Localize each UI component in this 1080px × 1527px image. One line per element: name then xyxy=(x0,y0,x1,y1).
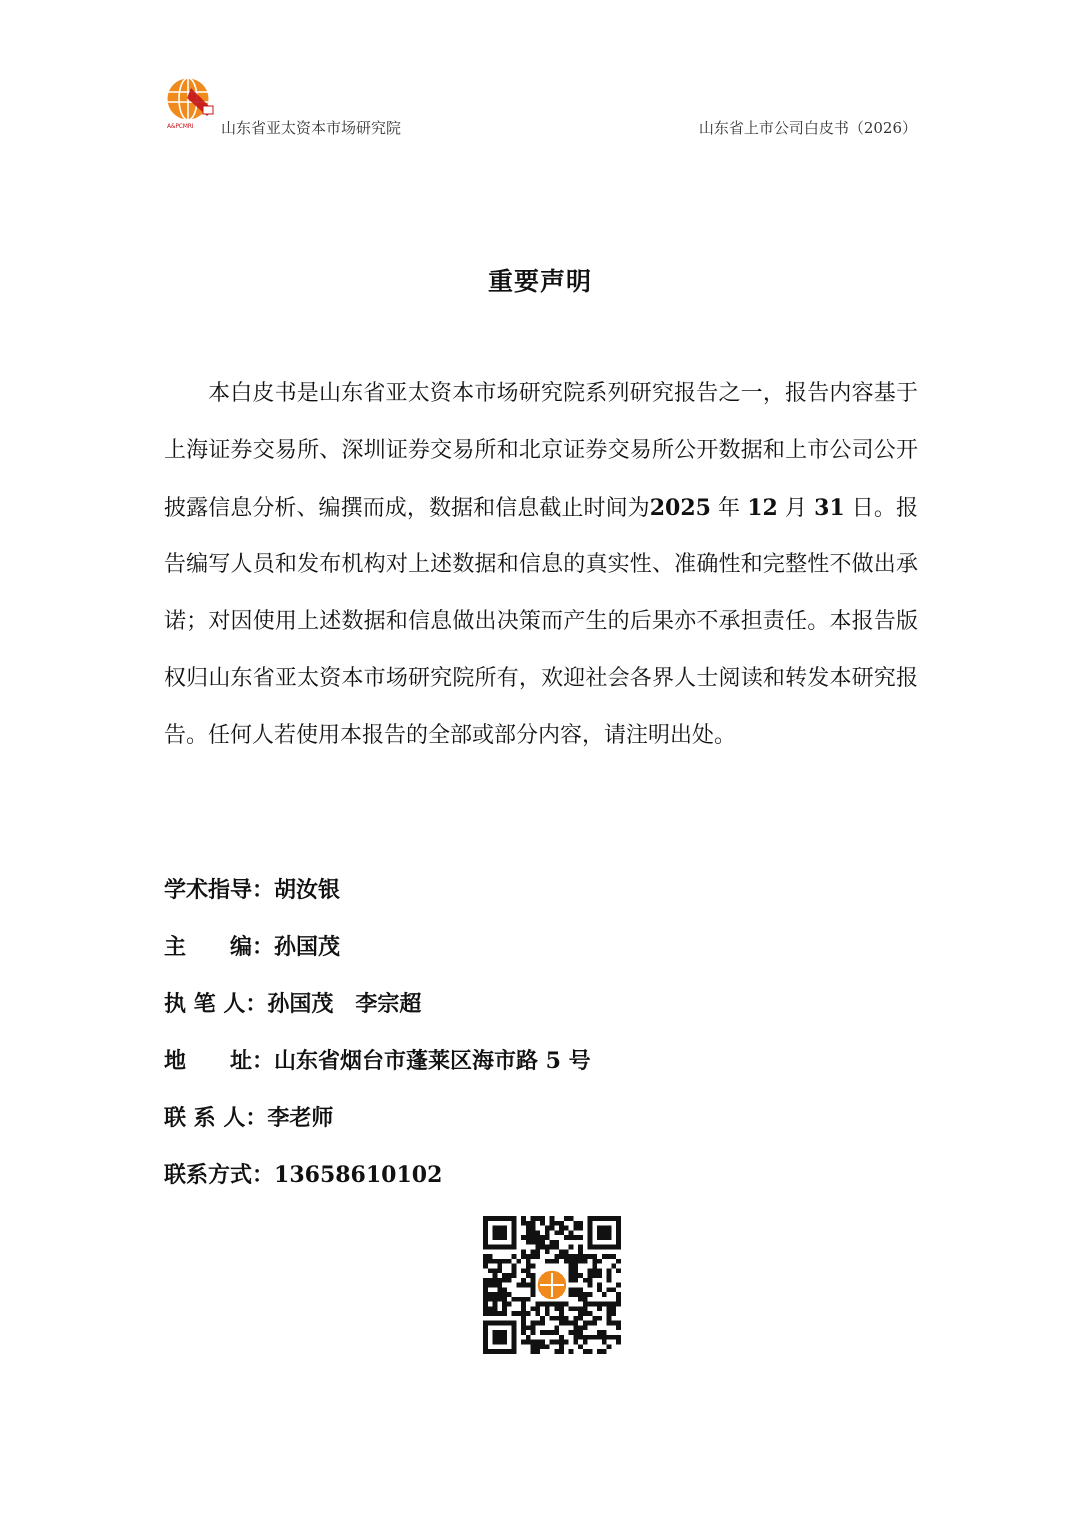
advisor-label: 学术指导： xyxy=(164,877,275,903)
day-unit: 日 xyxy=(851,495,874,521)
date-day: 31 xyxy=(814,494,845,521)
contact-value: 李老师 xyxy=(267,1105,334,1131)
qr-code-icon xyxy=(483,1216,621,1354)
info-row-contact xyxy=(164,1101,864,1132)
date-month: 12 xyxy=(747,494,778,521)
date-year: 2025 xyxy=(649,494,711,521)
info-row-address xyxy=(164,1044,864,1075)
statement-text-part2: 。报告编写人员和发布机构对上述数据和信息的真实性、准确性和完整性不做出承诺；对因使用上述数据和信息做出决策而产生的后果亦不承担责任。本报告版权归山东省亚太资本市场研究院所有，欢迎社会各界人士阅读和转发本研究报告。任何人若使用本报告的全部或部分内容，请注明出处。 xyxy=(164,495,918,748)
writer-label: 执 笔 人： xyxy=(164,991,268,1017)
document-name: 山东省上市公司白皮书（2026） xyxy=(698,119,917,137)
info-row-advisor xyxy=(164,873,864,904)
phone-label: 联系方式： xyxy=(164,1162,275,1188)
info-row-editor xyxy=(164,930,864,961)
editor-value: 孙国茂 xyxy=(274,934,341,960)
address-value: 山东省烟台市蓬莱区海市路 5 号 xyxy=(274,1048,591,1074)
address-label: 地 址： xyxy=(164,1048,275,1074)
institute-name: 山东省亚太资本市场研究院 xyxy=(221,119,402,137)
statement-text-part1: 本白皮书是山东省亚太资本市场研究院系列研究报告之一，报告内容基于上海证券交易所、深圳证券交易所和北京证券交易所公开数据和上市公司公开披露信息分析、编撰而成，数据和信息截止时间为 xyxy=(164,381,918,521)
editor-label: 主 编： xyxy=(164,934,275,960)
year-unit: 年 xyxy=(718,495,741,521)
contact-label: 联 系 人： xyxy=(164,1105,268,1131)
logo-caption: A&PCMRI xyxy=(167,123,194,130)
writer-value: 孙国茂 李宗超 xyxy=(267,991,422,1017)
month-unit: 月 xyxy=(784,495,808,521)
page-header xyxy=(163,76,917,140)
institute-logo-icon xyxy=(163,76,219,140)
info-row-phone xyxy=(164,1158,864,1189)
advisor-value: 胡汝银 xyxy=(274,877,341,903)
info-row-writer xyxy=(164,987,864,1018)
phone-value: 13658610102 xyxy=(274,1162,443,1188)
page-title: 重要声明 xyxy=(487,267,592,296)
statement-paragraph xyxy=(164,366,918,765)
